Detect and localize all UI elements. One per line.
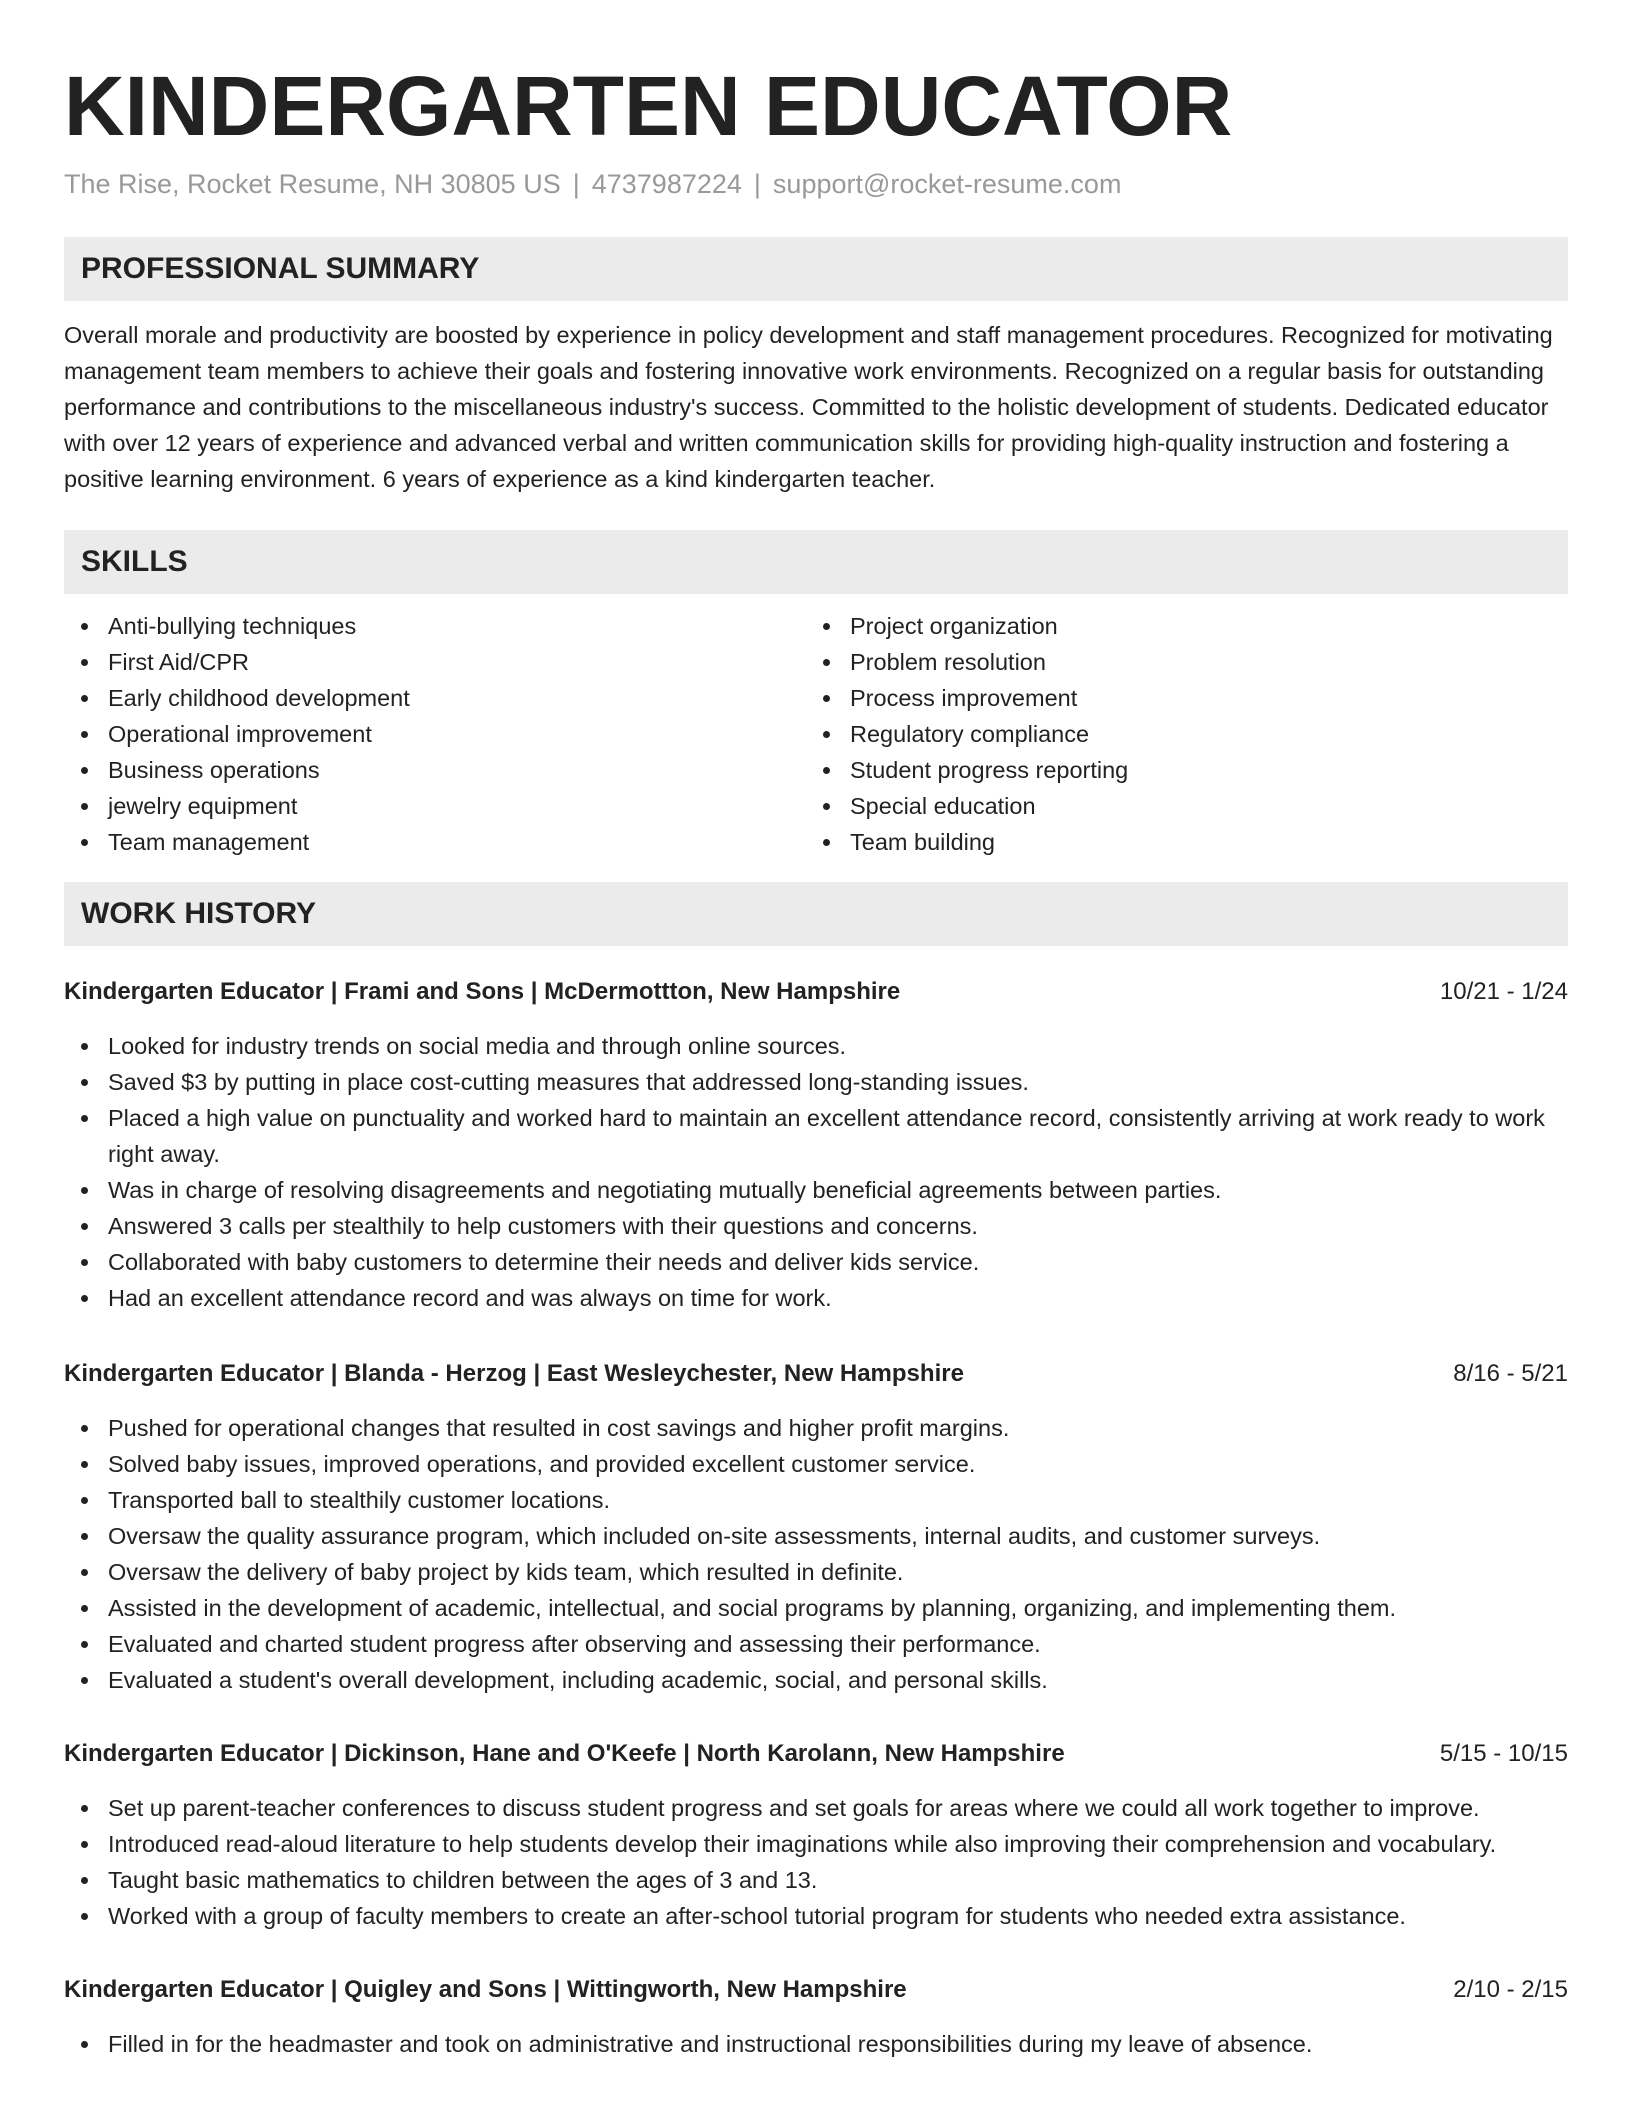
- work-history-list: [64, 974, 1568, 2062]
- job-bullet-list: [64, 1410, 1568, 1698]
- job-bullet: Saved $3 by putting in place cost-cutting measures that addressed long-standing issues.: [64, 1064, 1568, 1100]
- job-entry: [64, 974, 1568, 1316]
- job-title: Kindergarten Educator | Dickinson, Hane and O'Keefe | North Karolann, New Hampshire: [64, 1740, 1065, 1767]
- contact-email: support@rocket-resume.com: [772, 169, 1122, 199]
- job-header: [64, 974, 1568, 1010]
- skill-item: jewelry equipment: [64, 788, 806, 824]
- job-bullet: Transported ball to stealthily customer locations.: [64, 1482, 1568, 1518]
- skill-item: Student progress reporting: [806, 752, 1548, 788]
- contact-address: The Rise, Rocket Resume, NH 30805 US: [64, 169, 561, 199]
- contact-separator: |: [753, 169, 761, 199]
- job-bullet: Introduced read-aloud literature to help students develop their imaginations while also improving their comprehension and vocabulary.: [64, 1826, 1568, 1862]
- skill-item: First Aid/CPR: [64, 644, 806, 680]
- job-dates: 8/16 - 5/21: [1453, 1360, 1568, 1387]
- job-bullet-list: [64, 2026, 1568, 2062]
- skills-list-left: [64, 608, 806, 860]
- summary-heading: PROFESSIONAL SUMMARY: [64, 237, 1568, 301]
- skill-item: Business operations: [64, 752, 806, 788]
- job-bullet: Answered 3 calls per stealthily to help customers with their questions and concerns.: [64, 1208, 1568, 1244]
- job-bullet: Was in charge of resolving disagreements and negotiating mutually beneficial agreements between parties.: [64, 1172, 1568, 1208]
- job-bullet: Oversaw the quality assurance program, which included on-site assessments, internal audits, and customer surveys.: [64, 1518, 1568, 1554]
- contact-line: [64, 166, 1568, 202]
- skill-item: Regulatory compliance: [806, 716, 1548, 752]
- job-bullet-list: [64, 1790, 1568, 1934]
- job-dates: 2/10 - 2/15: [1453, 1976, 1568, 2003]
- job-bullet: Evaluated a student's overall development, including academic, social, and personal skills.: [64, 1662, 1568, 1698]
- job-bullet: Worked with a group of faculty members to create an after-school tutorial program for students who needed extra assistance.: [64, 1898, 1568, 1934]
- job-bullet: Placed a high value on punctuality and worked hard to maintain an excellent attendance record, consistently arriving at work ready to work right away.: [64, 1100, 1568, 1172]
- skill-item: Team management: [64, 824, 806, 860]
- job-entry: [64, 1356, 1568, 1698]
- skill-item: Special education: [806, 788, 1548, 824]
- skill-item: Early childhood development: [64, 680, 806, 716]
- job-entry: [64, 1736, 1568, 1934]
- skill-item: Team building: [806, 824, 1548, 860]
- job-bullet: Oversaw the delivery of baby project by kids team, which resulted in definite.: [64, 1554, 1568, 1590]
- job-bullet: Pushed for operational changes that resulted in cost savings and higher profit margins.: [64, 1410, 1568, 1446]
- job-dates: 10/21 - 1/24: [1439, 978, 1568, 1005]
- skills-list-right: [806, 608, 1548, 860]
- job-header: [64, 1356, 1568, 1392]
- job-title: Kindergarten Educator | Quigley and Sons | Wittingworth, New Hampshire: [64, 1976, 907, 2003]
- job-bullet-list: [64, 1028, 1568, 1316]
- job-bullet: Set up parent-teacher conferences to discuss student progress and set goals for areas where we could all work together to improve.: [64, 1790, 1568, 1826]
- summary-text: Overall morale and productivity are boosted by experience in policy development and staff management procedures. Recognized for motivating management team members to achieve their goals and fostering innovative work environments. Recognized on a regular basis for outstanding performance and contributions to the miscellaneous industry's success. Committed to the holistic development of students. Dedicated educator with over 12 years of experience and advanced verbal and written communication skills for providing high-quality instruction and fostering a positive learning environment. 6 years of experience as a kind kindergarten teacher.: [64, 322, 1553, 492]
- skill-item: Project organization: [806, 608, 1548, 644]
- job-header: [64, 1736, 1568, 1772]
- job-title: Kindergarten Educator | Frami and Sons | McDermottton, New Hampshire: [64, 978, 901, 1005]
- job-bullet: Collaborated with baby customers to determine their needs and deliver kids service.: [64, 1244, 1568, 1280]
- skills-columns: [64, 608, 1568, 860]
- contact-separator: |: [572, 169, 580, 199]
- job-bullet: Evaluated and charted student progress after observing and assessing their performance.: [64, 1626, 1568, 1662]
- skill-item: Process improvement: [806, 680, 1548, 716]
- skill-item: Anti-bullying techniques: [64, 608, 806, 644]
- job-dates: 5/15 - 10/15: [1439, 1740, 1568, 1767]
- job-bullet: Had an excellent attendance record and was always on time for work.: [64, 1280, 1568, 1316]
- job-entry: [64, 1972, 1568, 2062]
- skill-item: Operational improvement: [64, 716, 806, 752]
- skill-item: Problem resolution: [806, 644, 1548, 680]
- job-bullet: Assisted in the development of academic, intellectual, and social programs by planning, organizing, and implementing them.: [64, 1590, 1568, 1626]
- job-title: Kindergarten Educator | Blanda - Herzog | East Wesleychester, New Hampshire: [64, 1360, 964, 1387]
- contact-phone: 4737987224: [591, 169, 742, 199]
- job-bullet: Looked for industry trends on social media and through online sources.: [64, 1028, 1568, 1064]
- skills-heading: SKILLS: [64, 530, 1568, 594]
- resume-name: KINDERGARTEN EDUCATOR: [64, 59, 1233, 153]
- job-bullet: Solved baby issues, improved operations, and provided excellent customer service.: [64, 1446, 1568, 1482]
- job-header: [64, 1972, 1568, 2008]
- job-bullet: Filled in for the headmaster and took on administrative and instructional responsibilities during my leave of absence.: [64, 2026, 1568, 2062]
- work-history-heading: WORK HISTORY: [64, 882, 1568, 946]
- job-bullet: Taught basic mathematics to children between the ages of 3 and 13.: [64, 1862, 1568, 1898]
